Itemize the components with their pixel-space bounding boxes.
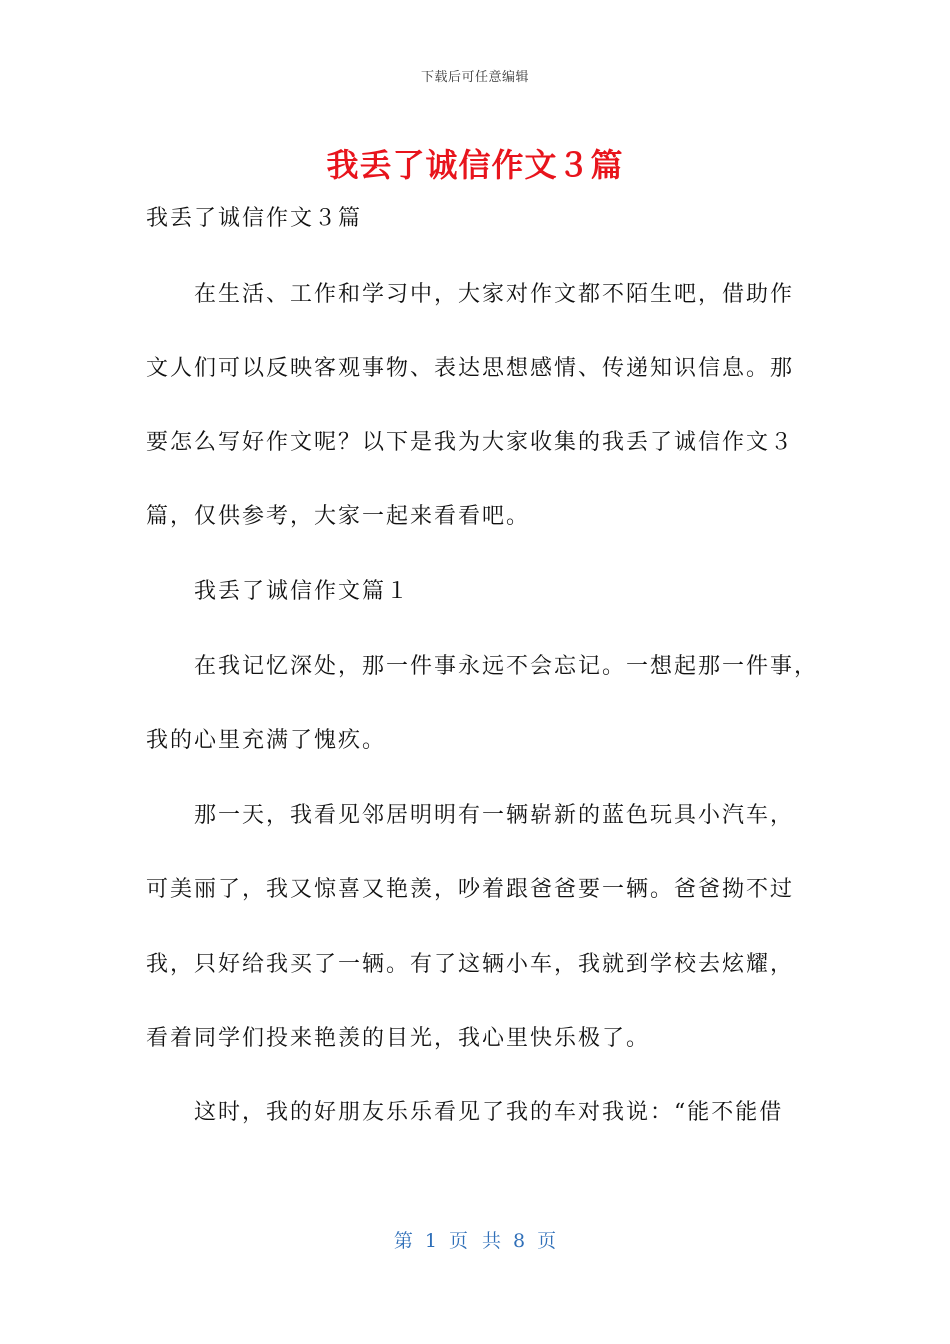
paragraph-line: 我的心里充满了愧疚。 [146, 728, 387, 753]
paragraph-line: 可美丽了，我又惊喜又艳羡，吵着跟爸爸要一辆。爸爸拗不过 [146, 877, 795, 902]
paragraph-line: 要怎么写好作文呢？以下是我为大家收集的我丢了诚信作文３ [146, 430, 795, 455]
paragraph-line: 篇，仅供参考，大家一起来看看吧。 [146, 504, 531, 529]
footer-suffix: 页 [537, 1230, 557, 1252]
paragraph-line: 在生活、工作和学习中，大家对作文都不陌生吧，借助作 [194, 282, 795, 307]
document-title: 我丢了诚信作文３篇 [326, 146, 624, 184]
paragraph-line: 在我记忆深处，那一件事永远不会忘记。一想起那一件事， [194, 654, 819, 679]
section-heading: 我丢了诚信作文篇１ [194, 579, 411, 604]
total-pages-number: 8 [513, 1230, 526, 1252]
paragraph-line: 这时，我的好朋友乐乐看见了我的车对我说：“能不能借 [194, 1100, 784, 1125]
paragraph-line: 文人们可以反映客观事物、表达思想感情、传递知识信息。那 [146, 356, 795, 381]
header-note: 下载后可任意编辑 [420, 70, 529, 85]
page-footer [0, 1226, 950, 1253]
current-page-number: 1 [424, 1230, 437, 1252]
footer-prefix: 第 [393, 1230, 413, 1252]
paragraph-line: 我，只好给我买了一辆。有了这辆小车，我就到学校去炫耀， [146, 952, 795, 977]
subtitle-line: 我丢了诚信作文３篇 [146, 206, 363, 231]
footer-middle: 页 共 [448, 1230, 502, 1252]
paragraph-line: 那一天，我看见邻居明明有一辆崭新的蓝色玩具小汽车， [194, 803, 795, 828]
paragraph-line: 看着同学们投来艳羡的目光，我心里快乐极了。 [146, 1026, 651, 1051]
